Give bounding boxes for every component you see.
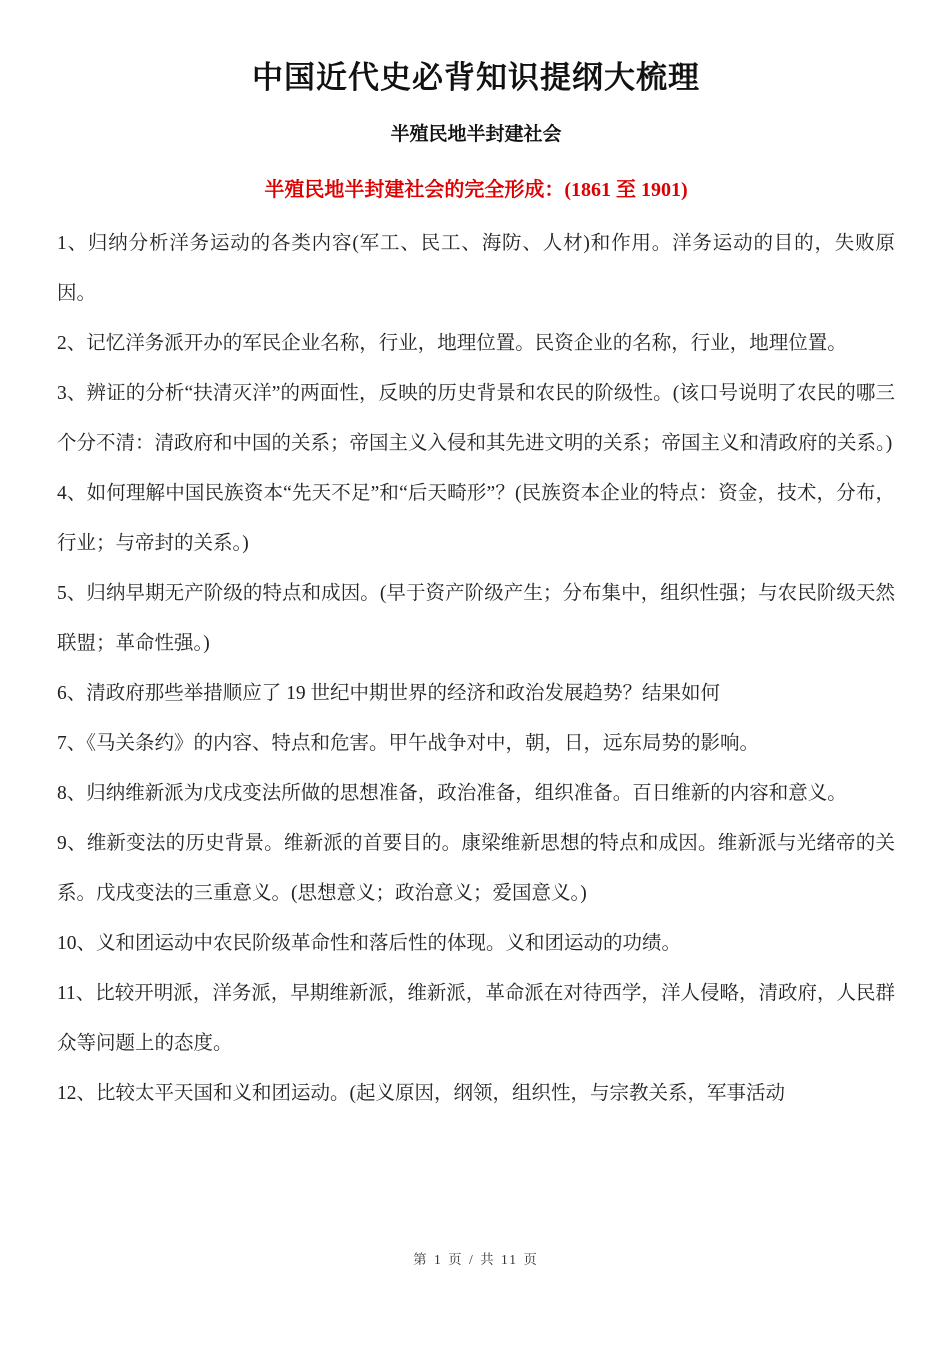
outline-item-6: 6、清政府那些举措顺应了 19 世纪中期世界的经济和政治发展趋势？结果如何 [57,683,721,705]
page-number-footer: 第 1 页 / 共 11 页 [413,1252,539,1267]
document-subtitle: 半殖民地半封建社会 [390,124,562,146]
outline-item-8: 8、归纳维新派为戊戌变法所做的思想准备，政治准备，组织准备。百日维新的内容和意义。 [57,783,847,805]
outline-item-11: 11、比较开明派，洋务派，早期维新派，维新派，革命派在对待西学，洋人侵略，清政府，人民群众等问题上的态度。 [57,983,895,1055]
outline-item-7: 7、《马关条约》的内容、特点和危害。甲午战争对中，朝，日，远东局势的影响。 [57,733,760,755]
document-title: 中国近代史必背知识提纲大梳理 [252,60,700,95]
outline-item-4: 4、如何理解中国民族资本“先天不足”和“后天畸形”？(民族资本企业的特点：资金，技术，分布，行业；与帝封的关系。) [57,483,895,555]
outline-item-12: 12、比较太平天国和义和团运动。(起义原因，纲领，组织性，与宗教关系，军事活动 [57,1083,785,1105]
outline-item-5: 5、归纳早期无产阶级的特点和成因。(早于资产阶级产生；分布集中，组织性强；与农民阶级天然联盟；革命性强。) [57,583,895,655]
outline-list [57,219,895,1119]
outline-item-3: 3、辨证的分析“扶清灭洋”的两面性，反映的历史背景和农民的阶级性。(该口号说明了农民的哪三个分不清：清政府和中国的关系；帝国主义入侵和其先进文明的关系；帝国主义和清政府的关系。) [57,383,895,455]
outline-item-2: 2、记忆洋务派开办的军民企业名称，行业，地理位置。民资企业的名称，行业，地理位置。 [57,333,847,355]
section-heading: 半殖民地半封建社会的完全形成：(1861 至 1901) [264,179,688,202]
outline-item-10: 10、义和团运动中农民阶级革命性和落后性的体现。义和团运动的功绩。 [57,933,682,955]
outline-item-9: 9、维新变法的历史背景。维新派的首要目的。康梁维新思想的特点和成因。维新派与光绪帝的关系。戊戌变法的三重意义。(思想意义；政治意义；爱国意义。) [57,833,895,905]
outline-item-1: 1、归纳分析洋务运动的各类内容(军工、民工、海防、人材)和作用。洋务运动的目的，失败原因。 [57,233,895,305]
